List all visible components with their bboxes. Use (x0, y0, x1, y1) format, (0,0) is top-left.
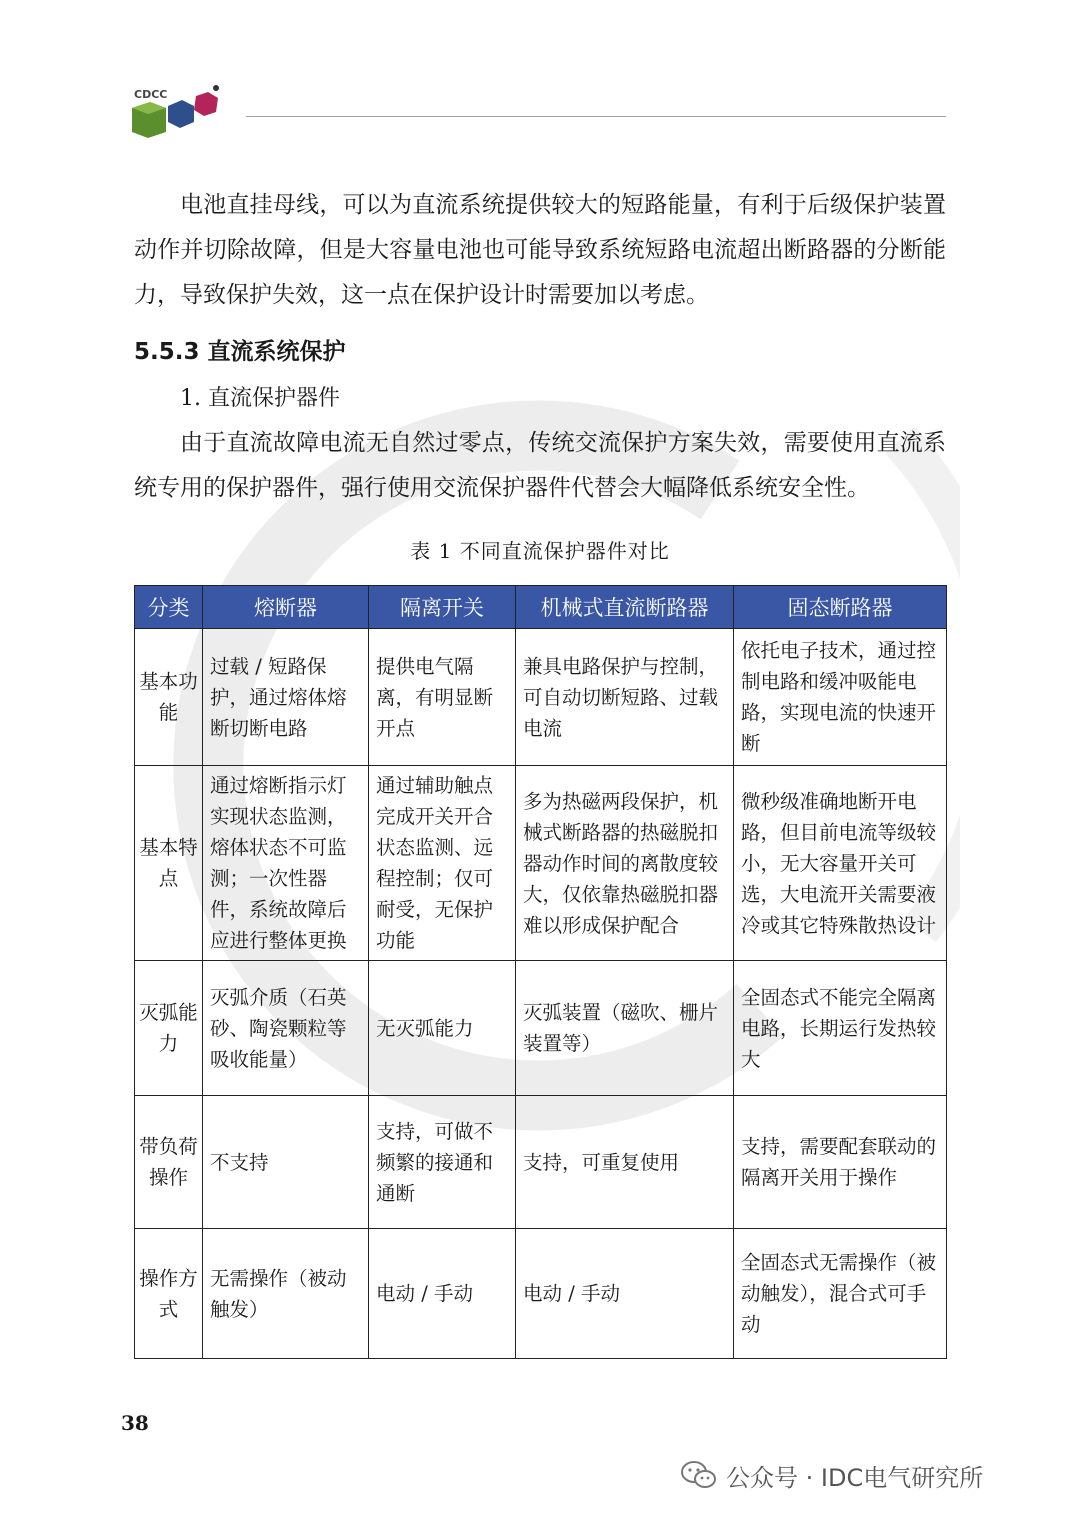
footer-brand-text: 公众号 · IDC电气研究所 (726, 1463, 984, 1492)
svg-text:CDCC: CDCC (134, 88, 168, 101)
footer-brand (680, 1458, 983, 1492)
table-cell: 全固态式不能完全隔离电路，长期运行发热较大 (734, 961, 947, 1096)
table-cell: 支持，可重复使用 (516, 1096, 734, 1229)
table-cell: 通过辅助触点完成开关开合状态监测、远程控制；仅可耐受，无保护功能 (369, 766, 516, 961)
table-cell: 通过熔断指示灯实现状态监测，熔体状态不可监测；一次性器件，系统故障后应进行整体更换 (203, 766, 369, 961)
header-isolator: 隔离开关 (369, 586, 516, 629)
table-cell: 支持，需要配套联动的隔离开关用于操作 (734, 1096, 947, 1229)
table-row (135, 1096, 947, 1229)
cdcc-logo (128, 82, 228, 138)
table-cell: 电动 / 手动 (516, 1229, 734, 1359)
table-caption: 表 1 不同直流保护器件对比 (410, 539, 670, 563)
wechat-icon (680, 1460, 718, 1490)
header-solid-state-breaker: 固态断路器 (734, 586, 947, 629)
table-row (135, 961, 947, 1096)
table-row (135, 629, 947, 766)
header-mechanical-breaker: 机械式直流断路器 (516, 586, 734, 629)
header-rule (246, 116, 946, 117)
table-cell: 依托电子技术，通过控制电路和缓冲吸能电路，实现电流的快速开断 (734, 629, 947, 766)
table-cell: 无灭弧能力 (369, 961, 516, 1096)
table-cell: 支持，可做不频繁的接通和通断 (369, 1096, 516, 1229)
table-cell: 操作方式 (135, 1229, 203, 1359)
table-row (135, 766, 947, 961)
table-row (135, 1229, 947, 1359)
table-header-row (135, 586, 947, 629)
paragraph-dc-protection: 由于直流故障电流无自然过零点，传统交流保护方案失效，需要使用直流系统专用的保护器件，强行使用交流保护器件代替会大幅降低系统安全性。 (134, 430, 946, 501)
table-cell: 基本功能 (135, 629, 203, 766)
table-cell: 基本特点 (135, 766, 203, 961)
table-cell: 提供电气隔离，有明显断开点 (369, 629, 516, 766)
table-cell: 全固态式无需操作（被动触发），混合式可手动 (734, 1229, 947, 1359)
table-cell: 多为热磁两段保护，机械式断路器的热磁脱扣器动作时间的离散度较大，仅依靠热磁脱扣器难以形成保护配合 (516, 766, 734, 961)
table-cell: 兼具电路保护与控制，可自动切断短路、过载电流 (516, 629, 734, 766)
table-cell: 灭弧介质（石英砂、陶瓷颗粒等吸收能量） (203, 961, 369, 1096)
table-cell: 电动 / 手动 (369, 1229, 516, 1359)
comparison-table (134, 585, 947, 1359)
table-cell: 不支持 (203, 1096, 369, 1229)
paragraph-battery-busbar: 电池直挂母线，可以为直流系统提供较大的短路能量，有利于后级保护装置动作并切除故障，但是大容量电池也可能导致系统短路电流超出断路器的分断能力，导致保护失效，这一点在保护设计时需要加以考虑。 (134, 192, 946, 308)
header-category: 分类 (135, 586, 203, 629)
table-cell: 微秒级准确地断开电路，但目前电流等级较小，无大容量开关可选，大电流开关需要液冷或其它特殊散热设计 (734, 766, 947, 961)
table-cell: 带负荷操作 (135, 1096, 203, 1229)
table-cell: 灭弧能力 (135, 961, 203, 1096)
page-number: 38 (121, 1411, 149, 1435)
table-cell: 无需操作（被动触发） (203, 1229, 369, 1359)
table-cell: 灭弧装置（磁吹、栅片装置等） (516, 961, 734, 1096)
header-fuse: 熔断器 (203, 586, 369, 629)
table-cell: 过载 / 短路保护，通过熔体熔断切断电路 (203, 629, 369, 766)
subsection-heading: 1. 直流保护器件 (180, 386, 340, 411)
section-heading: 5.5.3 直流系统保护 (134, 339, 346, 365)
